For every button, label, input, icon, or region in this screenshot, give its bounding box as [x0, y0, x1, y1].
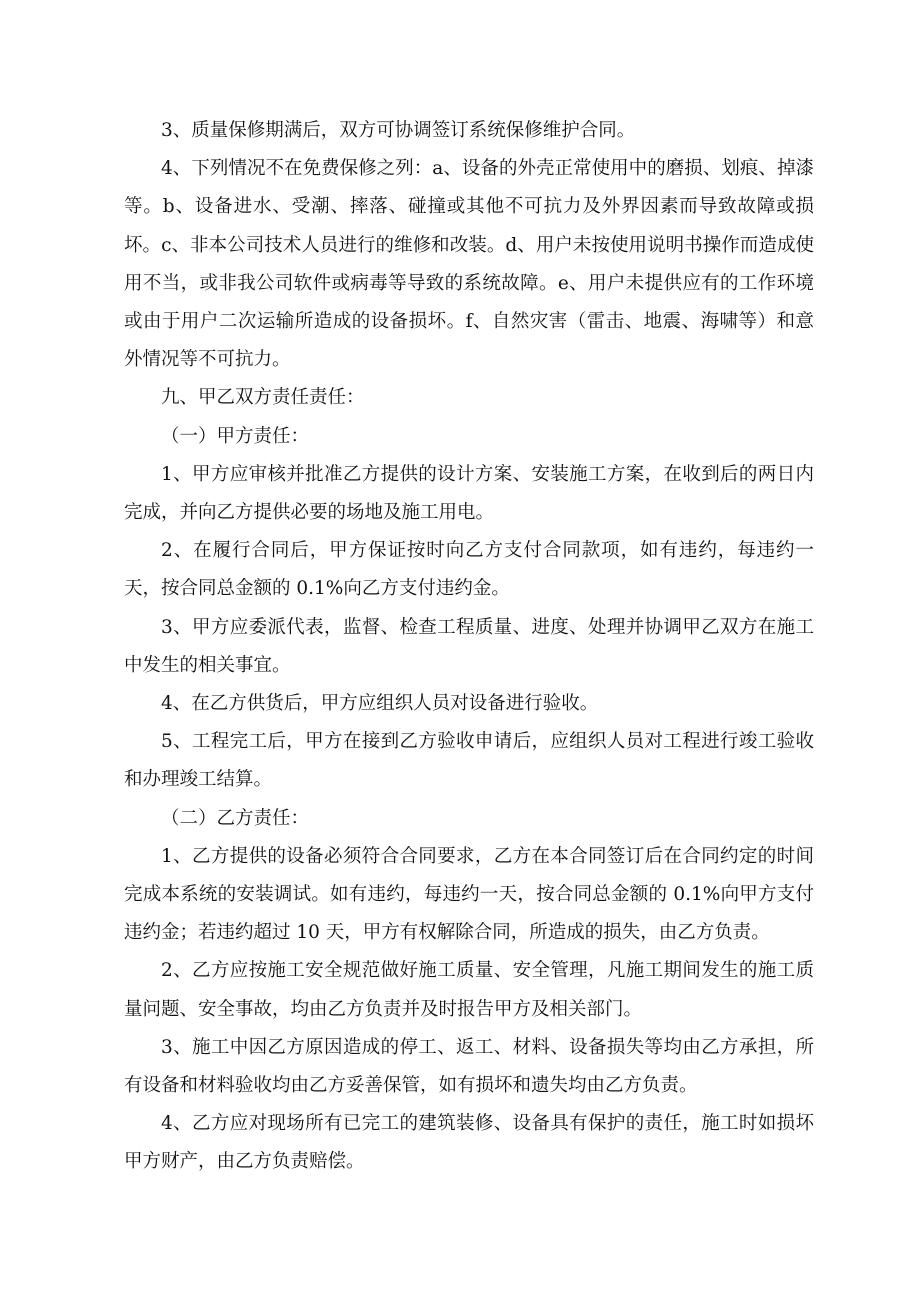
paragraph-warranty-exclusions: 4、下列情况不在免费保修之列：a、设备的外壳正常使用中的磨损、划痕、掉漆等。b、设备进水、受潮、摔落、碰撞或其他不可抗力及外界因素而导致故障或损坏。c、非本公司技术人员进行的维修和改装。d、用户未按使用说明书操作而造成使用不当，或非我公司软件或病毒等导致的系统故障。e、用户未提供应有的工作环境或由于用户二次运输所造成的设备损坏。f、自然灾害（雷击、地震、海啸等）和意外情况等不可抗力。	[124, 158, 814, 371]
paragraph-party-a-item-3: 3、甲方应委派代表，监督、检查工程质量、进度、处理并协调甲乙双方在施工中发生的相关事宜。	[124, 616, 814, 676]
paragraph-party-b-item-2: 2、乙方应按施工安全规范做好施工质量、安全管理，凡施工期间发生的施工质量问题、安全事故，均由乙方负责并及时报告甲方及相关部门。	[124, 960, 814, 1020]
paragraph-party-a-item-2: 2、在履行合同后，甲方保证按时向乙方支付合同款项，如有违约，每违约一天，按合同总金额的 0.1%向乙方支付违约金。	[124, 540, 814, 600]
section-heading-responsibilities: 九、甲乙双方责任责任：	[161, 387, 365, 409]
paragraph-party-b-item-3: 3、施工中因乙方原因造成的停工、返工、材料、设备损失等均由乙方承担，所有设备和材料验收均由乙方妥善保管，如有损坏和遗失均由乙方负责。	[124, 1036, 814, 1097]
paragraph-warranty-renewal: 3、质量保修期满后，双方可协调签订系统保修维护合同。	[161, 120, 636, 141]
document-body	[124, 112, 814, 1182]
paragraph-party-b-item-1: 1、乙方提供的设备必须符合合同要求，乙方在本合同签订后在合同约定的时间完成本系统的安装调试。如有违约，每违约一天，按合同总金额的 0.1%向甲方支付违约金；若违约超过 10 天，甲方有权解除合同，所造成的损失，由乙方负责。	[124, 845, 814, 944]
subsection-heading-party-a: （一）甲方责任：	[161, 425, 310, 447]
paragraph-party-b-item-4: 4、乙方应对现场所有已完工的建筑装修、设备具有保护的责任，施工时如损坏甲方财产，由乙方负责赔偿。	[124, 1113, 814, 1173]
subsection-heading-party-b: （二）乙方责任：	[161, 807, 310, 829]
paragraph-party-a-item-4: 4、在乙方供货后，甲方应组织人员对设备进行验收。	[161, 693, 599, 715]
paragraph-party-a-item-1: 1、甲方应审核并批准乙方提供的设计方案、安装施工方案，在收到后的两日内完成，并向乙方提供必要的场地及施工用电。	[124, 463, 814, 524]
paragraph-party-a-item-5: 5、工程完工后，甲方在接到乙方验收申请后，应组织人员对工程进行竣工验收和办理竣工结算。	[124, 731, 814, 791]
